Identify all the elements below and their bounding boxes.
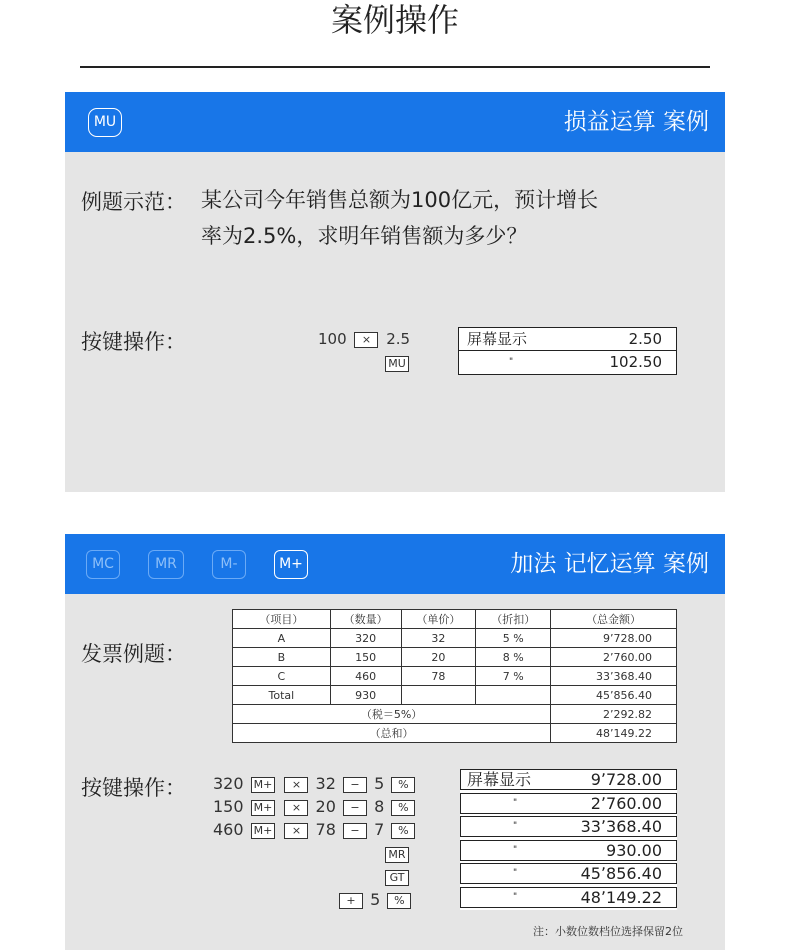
op-line-tax <box>337 890 413 910</box>
minus-key-icon: − <box>343 800 367 816</box>
op-number: 78 <box>315 820 336 839</box>
percent-key-icon: % <box>387 893 411 909</box>
mc-key-icon: MC <box>86 550 120 579</box>
question-label: 例题示范： <box>81 190 186 214</box>
mu-key-icon: MU <box>385 356 409 372</box>
table-cell: B <box>233 648 331 667</box>
table-cell <box>401 686 476 705</box>
invoice-table <box>232 609 677 743</box>
table-header-row <box>233 610 677 629</box>
op-number: 20 <box>315 797 336 816</box>
table-cell: 7 % <box>476 667 551 686</box>
plus-key-icon: + <box>339 893 363 909</box>
table-row <box>233 648 677 667</box>
display-label: 屏幕显示 <box>467 770 532 789</box>
column-header: （折扣） <box>476 610 551 629</box>
table-row <box>233 629 677 648</box>
table-cell: 78 <box>401 667 476 686</box>
tax-label: （税＝5%） <box>233 705 551 724</box>
sum-label: （总和） <box>233 724 551 743</box>
op-number: 320 <box>213 774 244 793</box>
display-value: 930.00 <box>606 840 662 860</box>
mu-case-title: 损益运算 案例 <box>563 109 709 135</box>
table-cell: 320 <box>330 629 401 648</box>
table-cell: 930 <box>330 686 401 705</box>
display-row <box>460 816 677 837</box>
ditto-mark: " <box>513 821 518 831</box>
display-row <box>460 863 677 884</box>
times-key-icon: × <box>284 777 308 793</box>
question-line-1: 某公司今年销售总额为100亿元，预计增长 <box>201 188 599 212</box>
display-value: 2ʼ760.00 <box>590 793 662 813</box>
op-line-1 <box>213 774 417 794</box>
display-value: 48ʼ149.22 <box>580 887 662 907</box>
ditto-mark: " <box>513 891 518 902</box>
op-number: 150 <box>213 797 244 816</box>
memory-case-panel <box>65 534 725 950</box>
table-row <box>233 705 677 724</box>
column-header: （单价） <box>401 610 476 629</box>
column-header: （总金额） <box>551 610 677 629</box>
display-value: 33ʼ368.40 <box>580 817 662 836</box>
table-cell: 33ʼ368.40 <box>551 667 677 686</box>
calc-display-stack <box>460 769 677 910</box>
table-cell: A <box>233 629 331 648</box>
op-number: 7 <box>374 820 385 839</box>
display-label: 屏幕显示 <box>467 330 528 348</box>
display-value: 45ʼ856.40 <box>580 864 662 883</box>
invoice-label: 发票例题： <box>81 642 186 666</box>
op-line-3 <box>213 820 417 840</box>
key-ops-label: 按键操作： <box>81 776 186 800</box>
op-number: 5 <box>370 890 381 909</box>
ditto-mark: " <box>513 797 518 808</box>
page-title: 案例操作 <box>330 1 459 39</box>
op-line-mr <box>383 844 411 864</box>
op-number: 460 <box>213 820 244 839</box>
table-cell: 45ʼ856.40 <box>551 686 677 705</box>
op-line-2 <box>213 797 417 817</box>
ditto-mark: " <box>509 357 514 367</box>
mr-key-icon: MR <box>148 550 184 579</box>
tax-value: 2ʼ292.82 <box>551 705 677 724</box>
table-row <box>233 724 677 743</box>
m-minus-key-icon: M- <box>212 550 246 579</box>
mr-key-icon: MR <box>385 847 409 863</box>
display-row <box>459 351 676 374</box>
table-cell: Total <box>233 686 331 705</box>
times-key-icon: × <box>284 800 308 816</box>
gt-key-icon: GT <box>385 870 409 886</box>
table-cell <box>476 686 551 705</box>
ditto-mark: " <box>513 844 518 855</box>
m-plus-key-icon: M+ <box>274 550 308 579</box>
table-cell: 2ʼ760.00 <box>551 648 677 667</box>
mu-case-panel <box>65 92 725 492</box>
decimal-note: 注：小数位数档位选择保留2位 <box>533 925 683 938</box>
ditto-mark: " <box>513 868 518 878</box>
op-line-gt <box>383 867 411 887</box>
display-value: 9ʼ728.00 <box>590 770 662 789</box>
table-cell: 9ʼ728.00 <box>551 629 677 648</box>
op-number: 2.5 <box>386 330 411 348</box>
column-header: （数量） <box>330 610 401 629</box>
percent-key-icon: % <box>391 800 415 816</box>
table-row <box>233 686 677 705</box>
memory-case-title: 加法 记忆运算 案例 <box>510 551 709 577</box>
display-value: 102.50 <box>609 353 662 371</box>
calc-display <box>458 327 677 375</box>
display-row <box>460 887 677 908</box>
mu-op-line-2 <box>385 354 409 372</box>
display-row <box>460 840 677 861</box>
display-row <box>459 328 676 351</box>
op-number: 100 <box>318 330 347 348</box>
times-key-icon: × <box>284 823 308 839</box>
table-cell: 20 <box>401 648 476 667</box>
mu-op-line <box>318 330 410 348</box>
op-number: 8 <box>374 797 385 816</box>
table-row <box>233 667 677 686</box>
table-cell: C <box>233 667 331 686</box>
table-cell: 8 % <box>476 648 551 667</box>
op-number: 32 <box>315 774 336 793</box>
table-cell: 32 <box>401 629 476 648</box>
mu-key-icon: MU <box>88 108 122 137</box>
op-number: 5 <box>374 774 385 793</box>
minus-key-icon: − <box>343 777 367 793</box>
mu-case-header <box>65 92 725 152</box>
key-ops-label: 按键操作： <box>81 330 186 354</box>
column-header: （项目） <box>233 610 331 629</box>
times-key-icon: × <box>354 332 378 348</box>
title-divider <box>80 66 710 68</box>
table-cell: 5 % <box>476 629 551 648</box>
percent-key-icon: % <box>391 777 415 793</box>
display-row <box>460 769 677 790</box>
question-line-2: 率为2.5%，求明年销售额为多少？ <box>201 224 528 248</box>
table-cell: 150 <box>330 648 401 667</box>
table-cell: 460 <box>330 667 401 686</box>
minus-key-icon: − <box>343 823 367 839</box>
m-plus-key-icon: M+ <box>251 823 276 839</box>
sum-value: 48ʼ149.22 <box>551 724 677 743</box>
m-plus-key-icon: M+ <box>251 777 276 793</box>
display-row <box>460 793 677 814</box>
percent-key-icon: % <box>391 823 415 839</box>
display-value: 2.50 <box>628 330 662 348</box>
memory-case-header <box>65 534 725 594</box>
m-plus-key-icon: M+ <box>251 800 276 816</box>
